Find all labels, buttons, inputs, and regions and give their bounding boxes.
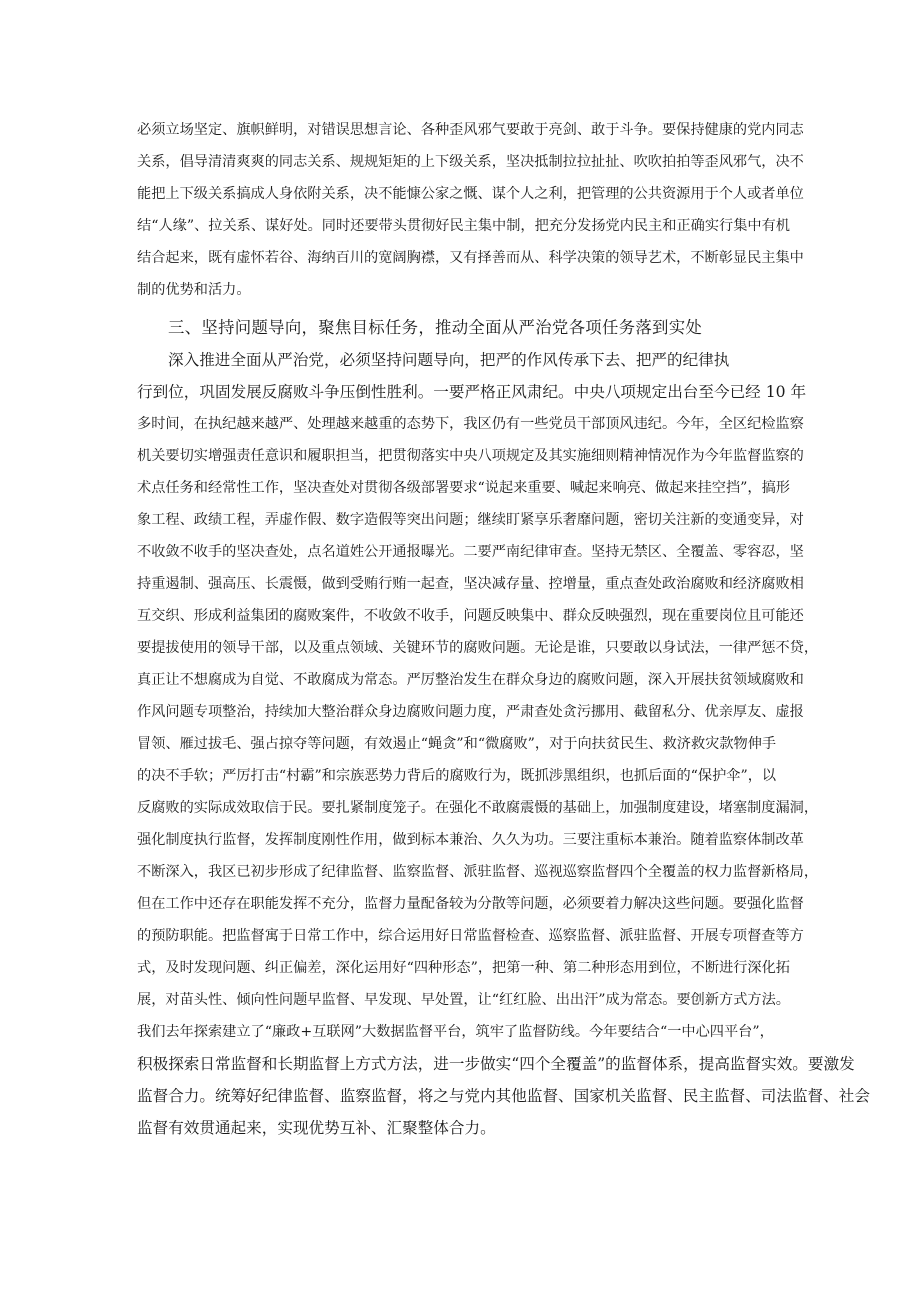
text-line: 术点任务和经常性工作，坚决查处对贯彻各级部署要求“说起来重要、喊起来响亮、做起来挂空挡”，搞形 <box>137 480 790 496</box>
text-line: 我们去年探索建立了“廉政+互联网”大数据监督平台，筑牢了监督防线。今年要结合“一中心四平台”， <box>137 1024 774 1040</box>
text-line: 展，对苗头性、倾向性问题早监督、早发现、早处置，让“红红脸、出出汗”成为常态。要创新方式方法。 <box>137 992 790 1008</box>
text-line: 结“人缘”、拉关系、谋好处。同时还要带头贯彻好民主集中制，把充分发扬党内民主和正确实行集中有机 <box>137 218 790 234</box>
text-line: 但在工作中还存在职能发挥不充分，监督力量配备较为分散等问题，必须要着力解决这些问题。要强化监督 <box>137 896 804 912</box>
text-line: 必须立场坚定、旗帜鲜明，对错误思想言论、各种歪风邪气要敢于亮剑、敢于斗争。要保持健康的党内同志 <box>137 122 804 138</box>
paragraph-1 <box>137 114 804 306</box>
text-line: 的决不手软；严厉打击“村霸”和宗族恶势力背后的腐败行为，既抓涉黑组织，也抓后面的“保护伞”，以 <box>137 768 777 784</box>
text-line: 监督有效贯通起来，实现优势互补、汇聚整体合力。 <box>137 1119 496 1137</box>
text-line: 要提拔使用的领导干部，以及重点领域、关键环节的腐败问题。无论是谁，只要敢以身试法，一律严惩不贷， <box>137 640 819 656</box>
text-line: 不收敛不收手的坚决查处，点名道姓公开通报曝光。二要严南纪律审查。坚持无禁区、全覆盖、零容忍，坚 <box>137 544 804 560</box>
text-line: 冒领、雁过拔毛、强占掠夺等问题，有效遏止“蝇贪”和“微腐败”，对于向扶贫民生、救济救灾款物伸手 <box>137 736 777 752</box>
text-line: 反腐败的实际成效取信于民。要扎紧制度笼子。在强化不敢腐震慑的基础上，加强制度建设，堵塞制度漏洞， <box>137 800 819 816</box>
text-line: 行到位，巩固发展反腐败斗争压倒性胜利。一要严格正风肃纪。中央八项规定出台至今已经 10 年 <box>137 383 807 401</box>
text-line: 结合起来，既有虚怀若谷、海纳百川的宽阔胸襟，又有择善而从、科学决策的领导艺术，不断彰显民主集中 <box>137 250 804 266</box>
paragraph-2 <box>137 344 870 1144</box>
text-line: 关系，倡导清清爽爽的同志关系、规规矩矩的上下级关系，坚决抵制拉拉扯扯、吹吹拍拍等歪风邪气，决不 <box>137 154 804 170</box>
text-line: 式，及时发现问题、纠正偏差，深化运用好“四种形态”，把第一种、第二种形态用到位，不断进行深化拓 <box>137 960 790 976</box>
text-line: 多时间，在执纪越来越严、处理越来越重的态势下，我区仍有一些党员干部顶风违纪。今年，全区纪检监察 <box>137 416 804 432</box>
text-line: 不断深入，我区已初步形成了纪律监督、监察监督、派驻监督、巡视巡察监督四个全覆盖的权力监督新格局， <box>137 864 819 880</box>
text-line: 象工程、政绩工程，弄虚作假、数字造假等突出问题；继续盯紧享乐奢靡问题，密切关注新的变通变异，对 <box>137 512 804 528</box>
text-line: 监督合力。统筹好纪律监督、监察监督，将之与党内其他监督、国家机关监督、民主监督、司法监督、社会 <box>137 1087 870 1105</box>
text-line: 能把上下级关系搞成人身依附关系，决不能慷公家之慨、谋个人之利，把管理的公共资源用于个人或者单位 <box>137 186 804 202</box>
text-line: 机关要切实增强责任意识和履职担当，把贯彻落实中央八项规定及其实施细则精神情况作为今年监督监察的 <box>137 448 804 464</box>
text-line: 深入推进全面从严治党，必须坚持问题导向，把严的作风传承下去、把严的纪律执 <box>168 351 730 369</box>
text-line: 持重遏制、强高压、长震慑，做到受贿行贿一起查，坚决减存量、控增量，重点查处政治腐败和经济腐败相 <box>137 576 804 592</box>
text-line: 强化制度执行监督，发挥制度刚性作用，做到标本兼治、久久为功。三要注重标本兼治。随着监察体制改革 <box>137 832 804 848</box>
text-line: 制的优势和活力。 <box>137 282 251 298</box>
section-heading: 三、坚持问题导向，聚焦目标任务，推动全面从严治党各项任务落到实处 <box>168 318 703 337</box>
text-line: 真正让不想腐成为自觉、不敢腐成为常态。严厉整治发生在群众身边的腐败问题，深入开展扶贫领域腐败和 <box>137 672 804 688</box>
text-line: 的预防职能。把监督寓于日常工作中，综合运用好日常监督检查、巡察监督、派驻监督、开展专项督查等方 <box>137 928 804 944</box>
text-line: 作风问题专项整治，持续加大整治群众身边腐败问题力度，严肃查处贪污挪用、截留私分、优亲厚友、虚报 <box>137 704 804 720</box>
document-page <box>137 114 870 1144</box>
text-line: 积极探索日常监督和长期监督上方式方法，进一步做实“四个全覆盖”的监督体系，提高监督实效。要激发 <box>137 1055 855 1073</box>
text-line: 互交织、形成利益集团的腐败案件，不收敛不收手，问题反映集中、群众反映强烈，现在重要岗位且可能还 <box>137 608 804 624</box>
